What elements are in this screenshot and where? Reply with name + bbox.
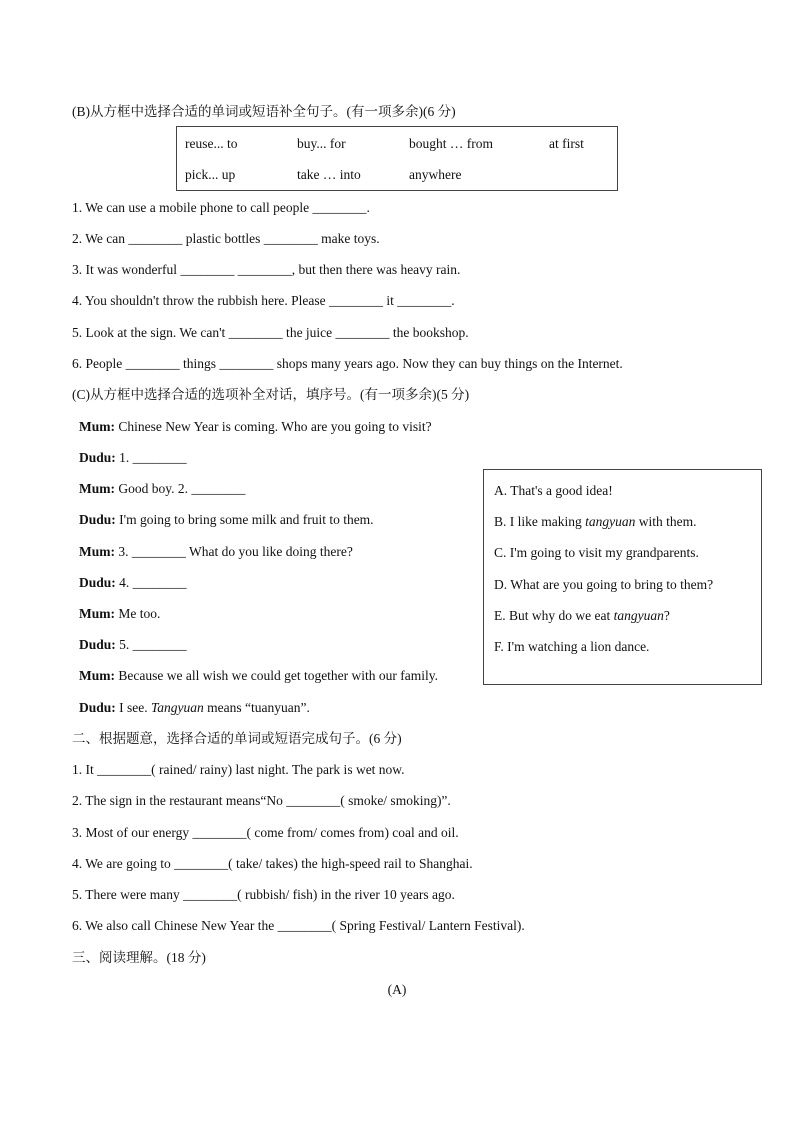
dialogue-text: Good boy. 2. ________ <box>115 481 246 496</box>
dialogue-text: 5. ________ <box>115 637 187 652</box>
dialogue-line <box>79 543 353 561</box>
dialogue-line <box>79 605 160 623</box>
option-text: with them. <box>635 514 697 529</box>
option-text: B. I like making <box>494 514 586 529</box>
question-2-3: 3. Most of our energy ________( come from/ comes from) coal and oil. <box>72 825 459 840</box>
dialogue-line <box>79 418 432 436</box>
dialogue-text: 3. ________ What do you like doing there? <box>115 544 353 559</box>
dialogue-text: I'm going to bring some milk and fruit to them. <box>115 512 374 527</box>
question-2-2: 2. The sign in the restaurant means“No ________( smoke/ smoking)”. <box>72 793 451 808</box>
dialogue-text: Me too. <box>115 606 161 621</box>
dialogue-text: I see. <box>115 700 152 715</box>
speaker-label: Dudu: <box>79 637 116 652</box>
speaker-label: Dudu: <box>79 450 116 465</box>
dialogue-line <box>79 480 245 498</box>
dialogue-line <box>79 449 187 467</box>
option-item <box>494 639 649 655</box>
section-3-subtitle: (A) <box>387 982 407 997</box>
option-text: C. I'm going to visit my grandparents. <box>494 545 699 560</box>
question-2-1: 1. It ________( rained/ rainy) last night. The park is wet now. <box>72 762 405 777</box>
option-text: E. But why do we eat <box>494 608 614 623</box>
dialogue-text: Chinese New Year is coming. Who are you going to visit? <box>115 419 432 434</box>
option-italic: tangyuan <box>585 514 636 529</box>
word-bank-item: reuse... to <box>185 136 238 151</box>
speaker-label: Mum: <box>79 419 115 434</box>
speaker-label: Dudu: <box>79 700 116 715</box>
speaker-label: Mum: <box>79 606 115 621</box>
question-b-2: 2. We can ________ plastic bottles ________ make toys. <box>72 231 380 246</box>
section-c-title: (C)从方框中选择合适的选项补全对话，填序号。(有一项多余)(5 分) <box>72 387 470 402</box>
dialogue-text: 4. ________ <box>115 575 187 590</box>
word-bank-item: bought … from <box>409 136 493 151</box>
speaker-label: Dudu: <box>79 512 116 527</box>
dialogue-italic-word: Tangyuan <box>151 700 204 715</box>
section-2-title: 二、根据题意，选择合适的单词或短语完成句子。(6 分) <box>72 731 402 746</box>
option-item <box>494 577 713 593</box>
option-text: F. I'm watching a lion dance. <box>494 639 650 654</box>
speaker-label: Mum: <box>79 481 115 496</box>
options-box <box>483 469 762 685</box>
dialogue-line <box>79 667 438 685</box>
word-bank-item: anywhere <box>409 167 462 182</box>
section-b-title: (B)从方框中选择合适的单词或短语补全句子。(有一项多余)(6 分) <box>72 104 456 119</box>
dialogue-line <box>79 574 187 592</box>
dialogue-text: 1. ________ <box>115 450 187 465</box>
dialogue-line <box>79 636 187 654</box>
dialogue-text: means “tuanyuan”. <box>203 700 310 715</box>
dialogue-line <box>79 699 310 717</box>
word-bank-box <box>176 126 618 191</box>
word-bank-item: pick... up <box>185 167 236 182</box>
option-item <box>494 545 699 561</box>
question-b-6: 6. People ________ things ________ shops many years ago. Now they can buy things on the Internet. <box>72 356 623 371</box>
speaker-label: Dudu: <box>79 575 116 590</box>
question-2-4: 4. We are going to ________( take/ takes) the high-speed rail to Shanghai. <box>72 856 473 871</box>
dialogue-text: Because we all wish we could get together with our family. <box>115 668 439 683</box>
word-bank-item: buy... for <box>297 136 346 151</box>
speaker-label: Mum: <box>79 544 115 559</box>
question-2-6: 6. We also call Chinese New Year the ________( Spring Festival/ Lantern Festival). <box>72 918 525 933</box>
section-3-title: 三、阅读理解。(18 分) <box>72 950 206 965</box>
question-b-3: 3. It was wonderful ________ ________, but then there was heavy rain. <box>72 262 461 277</box>
option-italic: tangyuan <box>613 608 664 623</box>
question-b-4: 4. You shouldn't throw the rubbish here. Please ________ it ________. <box>72 293 455 308</box>
option-text: A. That's a good idea! <box>494 483 613 498</box>
question-b-1: 1. We can use a mobile phone to call people ________. <box>72 200 370 215</box>
question-b-5: 5. Look at the sign. We can't ________ the juice ________ the bookshop. <box>72 325 469 340</box>
dialogue-line <box>79 511 374 529</box>
word-bank-item: take … into <box>297 167 361 182</box>
word-bank-item: at first <box>549 136 584 151</box>
speaker-label: Mum: <box>79 668 115 683</box>
option-item <box>494 608 670 624</box>
question-2-5: 5. There were many ________( rubbish/ fish) in the river 10 years ago. <box>72 887 455 902</box>
option-text: D. What are you going to bring to them? <box>494 577 714 592</box>
option-text: ? <box>663 608 670 623</box>
option-item <box>494 483 613 499</box>
option-item <box>494 514 697 530</box>
